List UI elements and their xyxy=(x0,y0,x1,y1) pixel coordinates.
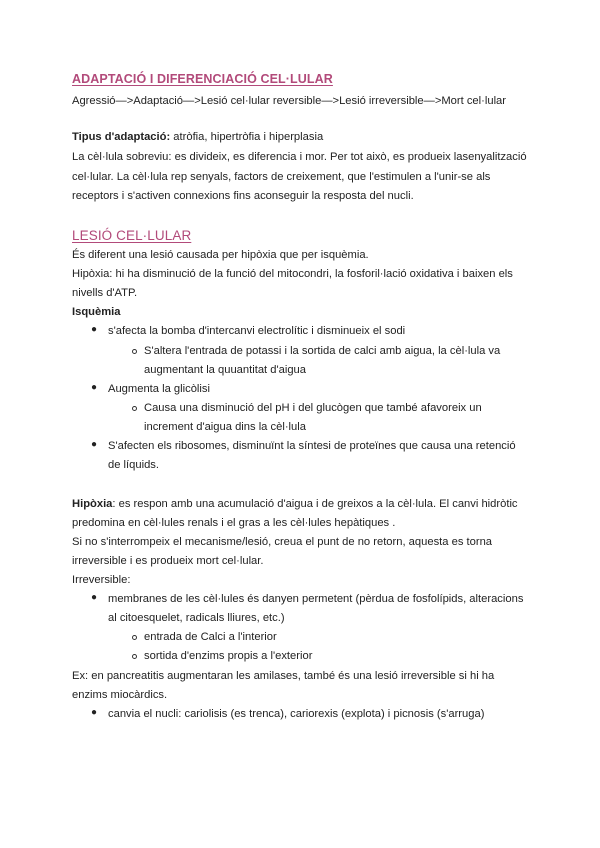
list-item: al citoesquelet, radicals lliures, etc.) xyxy=(108,612,285,624)
hipoxia-text: : es respon amb una acumulació d'aigua i de greixos a la cèl·lula. El canvi hidròtic xyxy=(112,498,518,510)
bullet-icon: ● xyxy=(91,324,98,335)
bullet-icon: ● xyxy=(91,439,98,450)
sub-list-item: augmentant la quuantitat d'aigua xyxy=(144,364,306,376)
list-item: membranes de les cèl·lules és danyen permetent (pèrdua de fosfolípids, alteracions xyxy=(108,593,524,605)
hipoxia-line xyxy=(72,497,518,511)
sub-list-item: increment d'aigua dins la cèl·lula xyxy=(144,421,306,433)
bullet-icon: ● xyxy=(91,592,98,603)
bullet-icon: ● xyxy=(91,382,98,393)
example-line: enzims miocàrdics. xyxy=(72,689,168,701)
circle-bullet-icon xyxy=(132,349,137,354)
hipoxia-label: Hipòxia xyxy=(72,498,113,510)
hipoxia-def-line: nivells d'ATP. xyxy=(72,287,138,299)
flow-text: Agressió—>Adaptació—>Lesió cel·lular reversible—>Lesió irreversible—>Mort cel·lular xyxy=(72,95,507,107)
tipus-text: atròfia, hipertròfia i hiperplasia xyxy=(170,131,324,143)
paragraph-line: predomina en cèl·lules renals i el gras a les cèl·lules hepàtiques . xyxy=(72,517,396,529)
tipus-line xyxy=(72,130,323,144)
section-title-adaptacio: ADAPTACIÓ I DIFERENCIACIÓ CEL·LULAR xyxy=(72,72,333,86)
tipus-label: Tipus d'adaptació: xyxy=(72,131,171,143)
section-title-lesio: LESIÓ CEL·LULAR xyxy=(72,228,192,243)
example-line: Ex: en pancreatitis augmentaran les amilases, també és una lesió irreversible si hi ha xyxy=(72,670,495,682)
sub-list-item: S'altera l'entrada de potassi i la sortida de calci amb aigua, la cèl·lula va xyxy=(144,345,501,357)
paragraph-line: irreversible i es produeix mort cel·lular. xyxy=(72,555,264,567)
isquemia-label: Isquèmia xyxy=(72,306,121,318)
paragraph-line: cel·lular. La cèl·lula rep senyals, factors de creixement, que l'estimulen a l'unir-se als xyxy=(72,171,491,183)
list-item: de líquids. xyxy=(108,459,159,471)
list-item: S'afecten els ribosomes, disminuïnt la síntesi de proteïnes que causa una retenció xyxy=(108,440,516,452)
paragraph-line: Si no s'interrompeix el mecanisme/lesió, creua el punt de no retorn, aquesta es torna xyxy=(72,536,493,548)
intro-line: És diferent una lesió causada per hipòxia que per isquèmia. xyxy=(72,249,369,261)
sub-list-item: entrada de Calci a l'interior xyxy=(144,631,277,643)
paragraph-line: La cèl·lula sobreviu: es divideix, es diferencia i mor. Per tot això, es produeix lasenyalització xyxy=(72,151,527,163)
sub-list-item: sortida d'enzims propis a l'exterior xyxy=(144,650,313,662)
list-item: canvia el nucli: cariolisis (es trenca), cariorexis (explota) i picnosis (s'arruga) xyxy=(108,708,485,720)
irreversible-label: Irreversible: xyxy=(72,574,131,586)
list-item: Augmenta la glicòlisi xyxy=(108,383,210,395)
circle-bullet-icon xyxy=(132,635,137,640)
paragraph-line: receptors i s'activen connexions fins aconseguir la resposta del nucli. xyxy=(72,190,414,202)
sub-list-item: Causa una disminució del pH i del glucògen que també afavoreix un xyxy=(144,402,482,414)
circle-bullet-icon xyxy=(132,654,137,659)
circle-bullet-icon xyxy=(132,406,137,411)
hipoxia-def-line: Hipòxia: hi ha disminució de la funció del mitocondri, la fosforil·lació oxidativa i baixen els xyxy=(72,268,513,280)
list-item: s'afecta la bomba d'intercanvi electrolític i disminueix el sodi xyxy=(108,325,406,337)
bullet-icon: ● xyxy=(91,707,98,718)
